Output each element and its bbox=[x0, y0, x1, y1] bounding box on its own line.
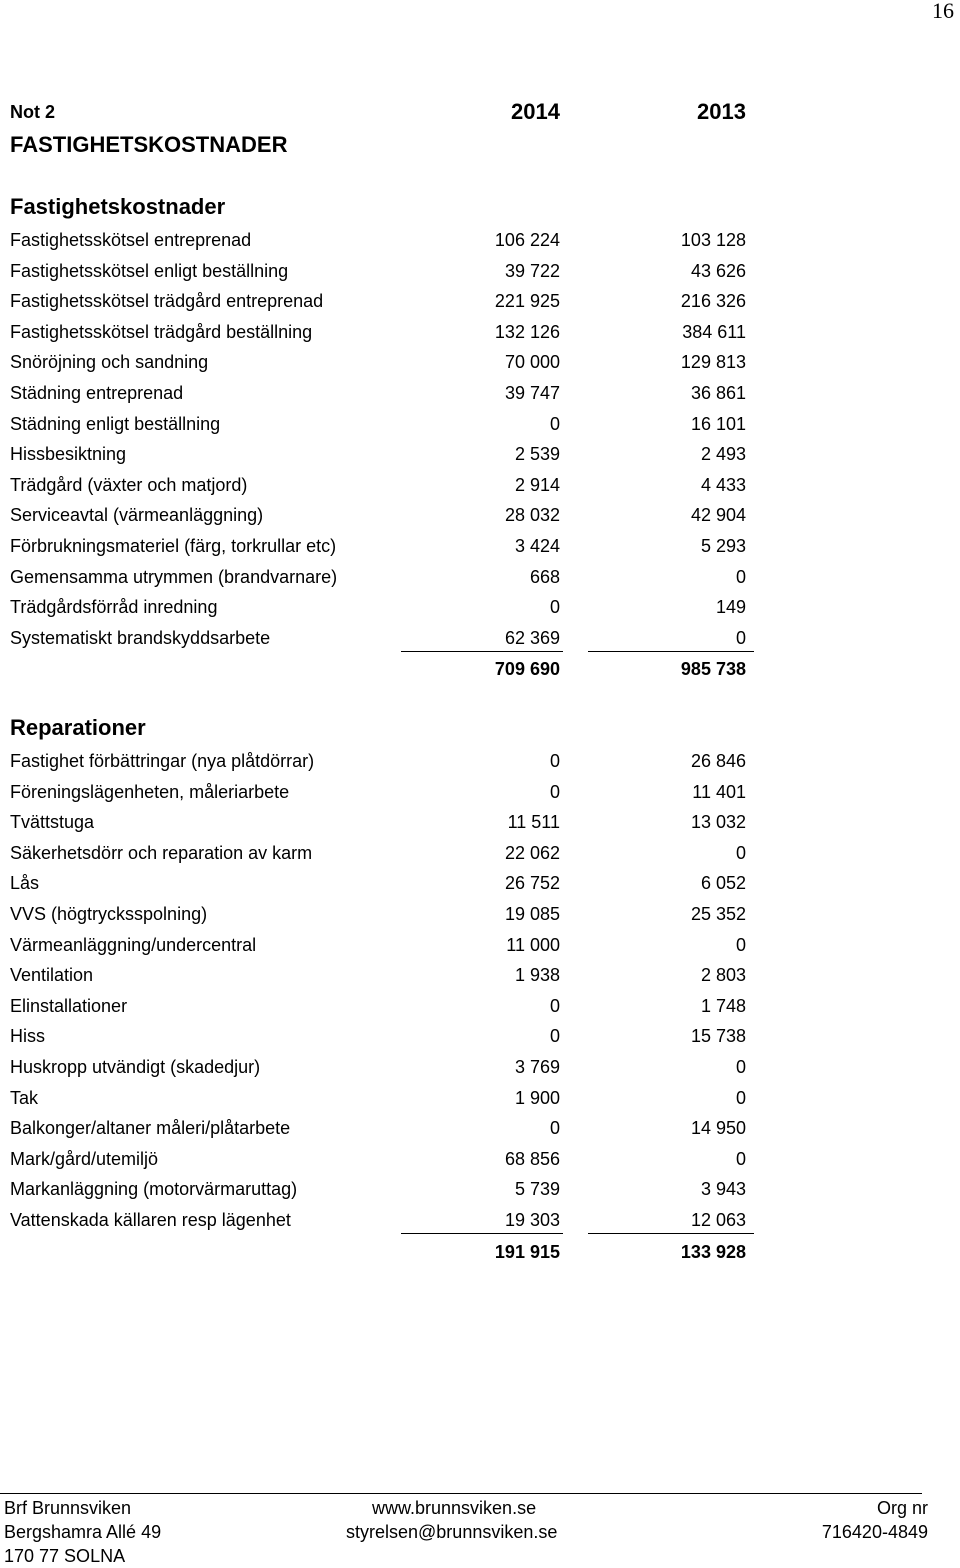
row-label: Balkonger/altaner måleri/plåtarbete bbox=[10, 1118, 291, 1139]
row-label: Snöröjning och sandning bbox=[10, 352, 209, 373]
value-2013: 26 846 bbox=[690, 751, 746, 771]
value-2013: 0 bbox=[735, 934, 746, 955]
value-2013: 12 063 bbox=[690, 1210, 746, 1230]
value-2014: 39 747 bbox=[504, 383, 560, 403]
table-row bbox=[0, 807, 960, 837]
row-label: Gemensamma utrymmen (brandvarnare) bbox=[10, 566, 338, 587]
table-row bbox=[0, 225, 960, 255]
footer-divider bbox=[0, 1493, 922, 1494]
section-heading-row bbox=[0, 191, 960, 223]
row-label: Fastighetsskötsel trädgård entreprenad bbox=[10, 291, 324, 312]
value-2013: 1 748 bbox=[700, 995, 746, 1016]
row-label: Vattenskada källaren resp lägenhet bbox=[10, 1210, 291, 1230]
value-2014: 0 bbox=[549, 1026, 560, 1047]
total-2013: 985 738 bbox=[680, 659, 746, 680]
value-2014: 70 000 bbox=[504, 352, 560, 373]
footer-org-nr: 716420-4849 bbox=[821, 1522, 928, 1542]
value-2013: 0 bbox=[735, 842, 746, 863]
sum-underline-2014 bbox=[401, 1233, 563, 1234]
row-label: Trädgård (växter och matjord) bbox=[10, 474, 248, 495]
table-row bbox=[0, 777, 960, 807]
sum-underline-2013 bbox=[588, 651, 754, 652]
row-label: Fastighet förbättringar (nya plåtdörrar) bbox=[10, 751, 315, 771]
sum-underline-2014 bbox=[401, 651, 563, 652]
value-2014: 19 085 bbox=[504, 904, 560, 924]
row-label: Säkerhetsdörr och reparation av karm bbox=[10, 842, 313, 863]
value-2014: 3 769 bbox=[514, 1057, 560, 1077]
value-2014: 28 032 bbox=[504, 505, 560, 526]
table-row bbox=[0, 347, 960, 377]
value-2014: 0 bbox=[549, 597, 560, 618]
table-row bbox=[0, 470, 960, 500]
value-2013: 4 433 bbox=[700, 474, 746, 495]
row-label: Tak bbox=[10, 1087, 39, 1108]
value-2013: 129 813 bbox=[680, 352, 746, 373]
value-2014: 19 303 bbox=[504, 1210, 560, 1230]
note-header bbox=[0, 96, 960, 128]
value-2014: 3 424 bbox=[514, 536, 560, 556]
row-label: Fastighetsskötsel trädgård beställning bbox=[10, 321, 313, 342]
table-row bbox=[0, 592, 960, 622]
value-2014: 2 914 bbox=[514, 474, 560, 495]
row-label: Serviceavtal (värmeanläggning) bbox=[10, 505, 264, 526]
row-label: Trädgårdsförråd inredning bbox=[10, 597, 218, 618]
table-row bbox=[0, 1052, 960, 1082]
value-2013: 0 bbox=[735, 1087, 746, 1108]
total-2013: 133 928 bbox=[680, 1241, 746, 1262]
total-row bbox=[0, 1237, 960, 1267]
row-label: Värmeanläggning/undercentral bbox=[10, 934, 257, 955]
table-row bbox=[0, 317, 960, 347]
section-heading-fastighetskostnader: Fastighetskostnader bbox=[10, 194, 226, 219]
note-title: FASTIGHETSKOSTNADER bbox=[10, 132, 288, 157]
table-row bbox=[0, 1083, 960, 1113]
table-row bbox=[0, 899, 960, 929]
table-row bbox=[0, 623, 960, 653]
value-2014: 2 539 bbox=[514, 444, 560, 465]
row-label: Elinstallationer bbox=[10, 995, 128, 1016]
table-row bbox=[0, 531, 960, 561]
table-row bbox=[0, 439, 960, 469]
value-2013: 36 861 bbox=[690, 383, 746, 403]
year-2013: 2013 bbox=[697, 99, 746, 124]
row-label: Tvättstuga bbox=[10, 812, 95, 833]
section-heading-reparationer: Reparationer bbox=[10, 715, 146, 740]
value-2014: 11 000 bbox=[506, 934, 560, 955]
value-2014: 68 856 bbox=[504, 1148, 560, 1169]
table-row bbox=[0, 378, 960, 408]
table-row bbox=[0, 1021, 960, 1051]
value-2014: 132 126 bbox=[494, 321, 560, 342]
value-2014: 0 bbox=[549, 1118, 560, 1139]
row-label: Huskropp utvändigt (skadedjur) bbox=[10, 1057, 261, 1077]
table-row bbox=[0, 286, 960, 316]
value-2013: 384 611 bbox=[682, 321, 746, 342]
row-label: Fastighetsskötsel entreprenad bbox=[10, 230, 252, 250]
value-2013: 13 032 bbox=[690, 812, 746, 833]
value-2014: 221 925 bbox=[494, 291, 560, 312]
row-label: Städning entreprenad bbox=[10, 383, 184, 403]
total-2014: 191 915 bbox=[494, 1241, 560, 1262]
row-label: Förbrukningsmateriel (färg, torkrullar etc) bbox=[10, 536, 337, 556]
year-2014: 2014 bbox=[511, 99, 560, 124]
footer-street: Bergshamra Allé 49 bbox=[4, 1522, 162, 1542]
value-2013: 0 bbox=[735, 1057, 746, 1077]
footer-org-nr-label: Org nr bbox=[876, 1498, 928, 1518]
value-2014: 106 224 bbox=[494, 230, 560, 250]
value-2013: 42 904 bbox=[690, 505, 746, 526]
footer-org-name: Brf Brunnsviken bbox=[4, 1498, 132, 1518]
row-label: VVS (högtrycksspolning) bbox=[10, 904, 208, 924]
table-row bbox=[0, 1113, 960, 1143]
value-2014: 1 938 bbox=[514, 965, 560, 986]
footer-postal: 170 77 SOLNA bbox=[4, 1546, 126, 1566]
value-2013: 25 352 bbox=[690, 904, 746, 924]
value-2013: 103 128 bbox=[680, 230, 746, 250]
table-row bbox=[0, 1174, 960, 1204]
value-2014: 62 369 bbox=[504, 627, 560, 648]
value-2014: 668 bbox=[529, 566, 560, 587]
table-row bbox=[0, 930, 960, 960]
value-2014: 0 bbox=[549, 751, 560, 771]
note-label: Not 2 bbox=[10, 102, 55, 122]
value-2014: 26 752 bbox=[504, 873, 560, 894]
table-row bbox=[0, 838, 960, 868]
total-2014: 709 690 bbox=[494, 659, 560, 680]
value-2013: 5 293 bbox=[700, 536, 746, 556]
table-row bbox=[0, 991, 960, 1021]
value-2013: 2 803 bbox=[700, 965, 746, 986]
table-row bbox=[0, 868, 960, 898]
row-label: Hissbesiktning bbox=[10, 444, 127, 465]
table-row bbox=[0, 256, 960, 286]
value-2013: 43 626 bbox=[690, 260, 746, 281]
value-2013: 0 bbox=[735, 627, 746, 648]
row-label: Föreningslägenheten, måleriarbete bbox=[10, 781, 290, 802]
row-label: Systematiskt brandskyddsarbete bbox=[10, 627, 271, 648]
row-label: Fastighetsskötsel enligt beställning bbox=[10, 260, 289, 281]
note-title-row bbox=[0, 129, 960, 161]
value-2013: 6 052 bbox=[700, 873, 746, 894]
value-2013: 149 bbox=[715, 597, 746, 618]
value-2013: 11 401 bbox=[692, 781, 746, 802]
row-label: Hiss bbox=[10, 1026, 45, 1047]
value-2014: 11 511 bbox=[507, 812, 560, 833]
value-2014: 0 bbox=[549, 995, 560, 1016]
row-label: Markanläggning (motorvärmaruttag) bbox=[10, 1179, 298, 1200]
table-row bbox=[0, 562, 960, 592]
value-2013: 3 943 bbox=[700, 1179, 746, 1200]
table-row bbox=[0, 409, 960, 439]
table-row bbox=[0, 500, 960, 530]
table-row bbox=[0, 960, 960, 990]
table-row bbox=[0, 1144, 960, 1174]
value-2013: 216 326 bbox=[680, 291, 746, 312]
value-2014: 1 900 bbox=[514, 1087, 560, 1108]
value-2013: 0 bbox=[735, 1148, 746, 1169]
row-label: Ventilation bbox=[10, 965, 94, 986]
value-2014: 5 739 bbox=[514, 1179, 560, 1200]
value-2014: 39 722 bbox=[504, 260, 560, 281]
value-2013: 14 950 bbox=[690, 1118, 746, 1139]
footer-website[interactable]: www.brunnsviken.se bbox=[372, 1498, 537, 1518]
row-label: Lås bbox=[10, 873, 40, 894]
table-row bbox=[0, 746, 960, 776]
value-2014: 0 bbox=[549, 413, 560, 434]
row-label: Mark/gård/utemiljö bbox=[10, 1148, 159, 1169]
footer-email[interactable]: styrelsen@brunnsviken.se bbox=[346, 1522, 558, 1542]
table-row bbox=[0, 1205, 960, 1235]
sum-underline-2013 bbox=[588, 1233, 754, 1234]
value-2014: 0 bbox=[549, 781, 560, 802]
value-2013: 16 101 bbox=[690, 413, 746, 434]
row-label: Städning enligt beställning bbox=[10, 413, 221, 434]
page-number: 16 bbox=[932, 0, 954, 23]
section-heading-row bbox=[0, 712, 960, 744]
value-2013: 15 738 bbox=[690, 1026, 746, 1047]
value-2013: 2 493 bbox=[700, 444, 746, 465]
value-2014: 22 062 bbox=[504, 842, 560, 863]
value-2013: 0 bbox=[735, 566, 746, 587]
total-row bbox=[0, 654, 960, 684]
